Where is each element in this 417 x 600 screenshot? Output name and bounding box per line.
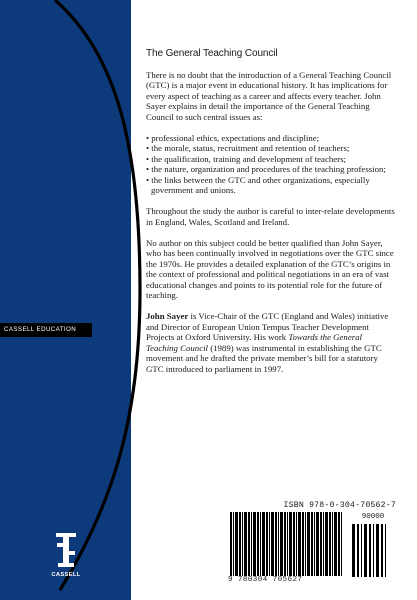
author-qualification-paragraph: No author on this subject could be better qualified than John Sayer, who has been continually involved in negotiations over the GTC since the 1970s. He provides a detailed explanation of the GTC’s origins in the context of professional and political negotiations in an era of vast educational changes and points to its potential role for the future of teaching. <box>146 237 394 300</box>
barcode-block <box>228 501 396 585</box>
author-name: John Sayer <box>146 311 189 321</box>
barcode-digits: 9 780304 705627 <box>228 576 348 585</box>
isbn-number: ISBN 978-0-304-70562-7 <box>283 501 396 510</box>
intro-paragraph: There is no doubt that the introduction of a General Teaching Council (GTC) is a major event in educational history. It has implications for every aspect of teaching as a career and affects every teacher. John Sayer explains in detail the importance of the General Teaching Council to such central issues as: <box>146 69 392 122</box>
list-item: • the morale, status, recruitment and retention of teachers; <box>146 143 350 153</box>
cassell-logo <box>51 533 81 589</box>
list-item: • the qualification, training and development of teachers; <box>146 153 346 164</box>
author-bio-paragraph <box>146 311 396 374</box>
earlier-work-title: Towards the General Teaching Council <box>146 332 362 353</box>
logo-wordmark: CASSELL <box>51 572 81 578</box>
imprint-label: CASSELL EDUCATION <box>0 323 92 337</box>
bio-text-1: is Vice-Chair of the GTC (England and Wales) initiative and Director of European Union Tempus Teacher Development Projects at Oxford University. His work <box>146 311 389 342</box>
book-title: The General Teaching Council <box>146 48 278 59</box>
list-item: • professional ethics, expectations and discipline; <box>146 132 320 143</box>
issues-list <box>146 133 396 196</box>
regions-paragraph: Throughout the study the author is careful to inter-relate developments in England, Wales, Scotland and Ireland. <box>146 206 395 227</box>
blurb <box>146 49 396 385</box>
list-item: • the links between the GTC and other organizations, especially government and unions. <box>146 174 370 195</box>
ean-barcode <box>230 512 344 577</box>
list-item: • the nature, organization and procedures of the teaching profession; <box>146 164 386 174</box>
cassell-logo-icon <box>55 533 77 569</box>
bio-text-2: (1989) was instrumental in establishing the GTC movement and he drafted the private member’s bill for a statutory GTC introduced to parliament in 1997. <box>146 342 382 374</box>
addon-barcode <box>352 524 390 577</box>
price-addon-number: 90000 <box>361 513 385 521</box>
